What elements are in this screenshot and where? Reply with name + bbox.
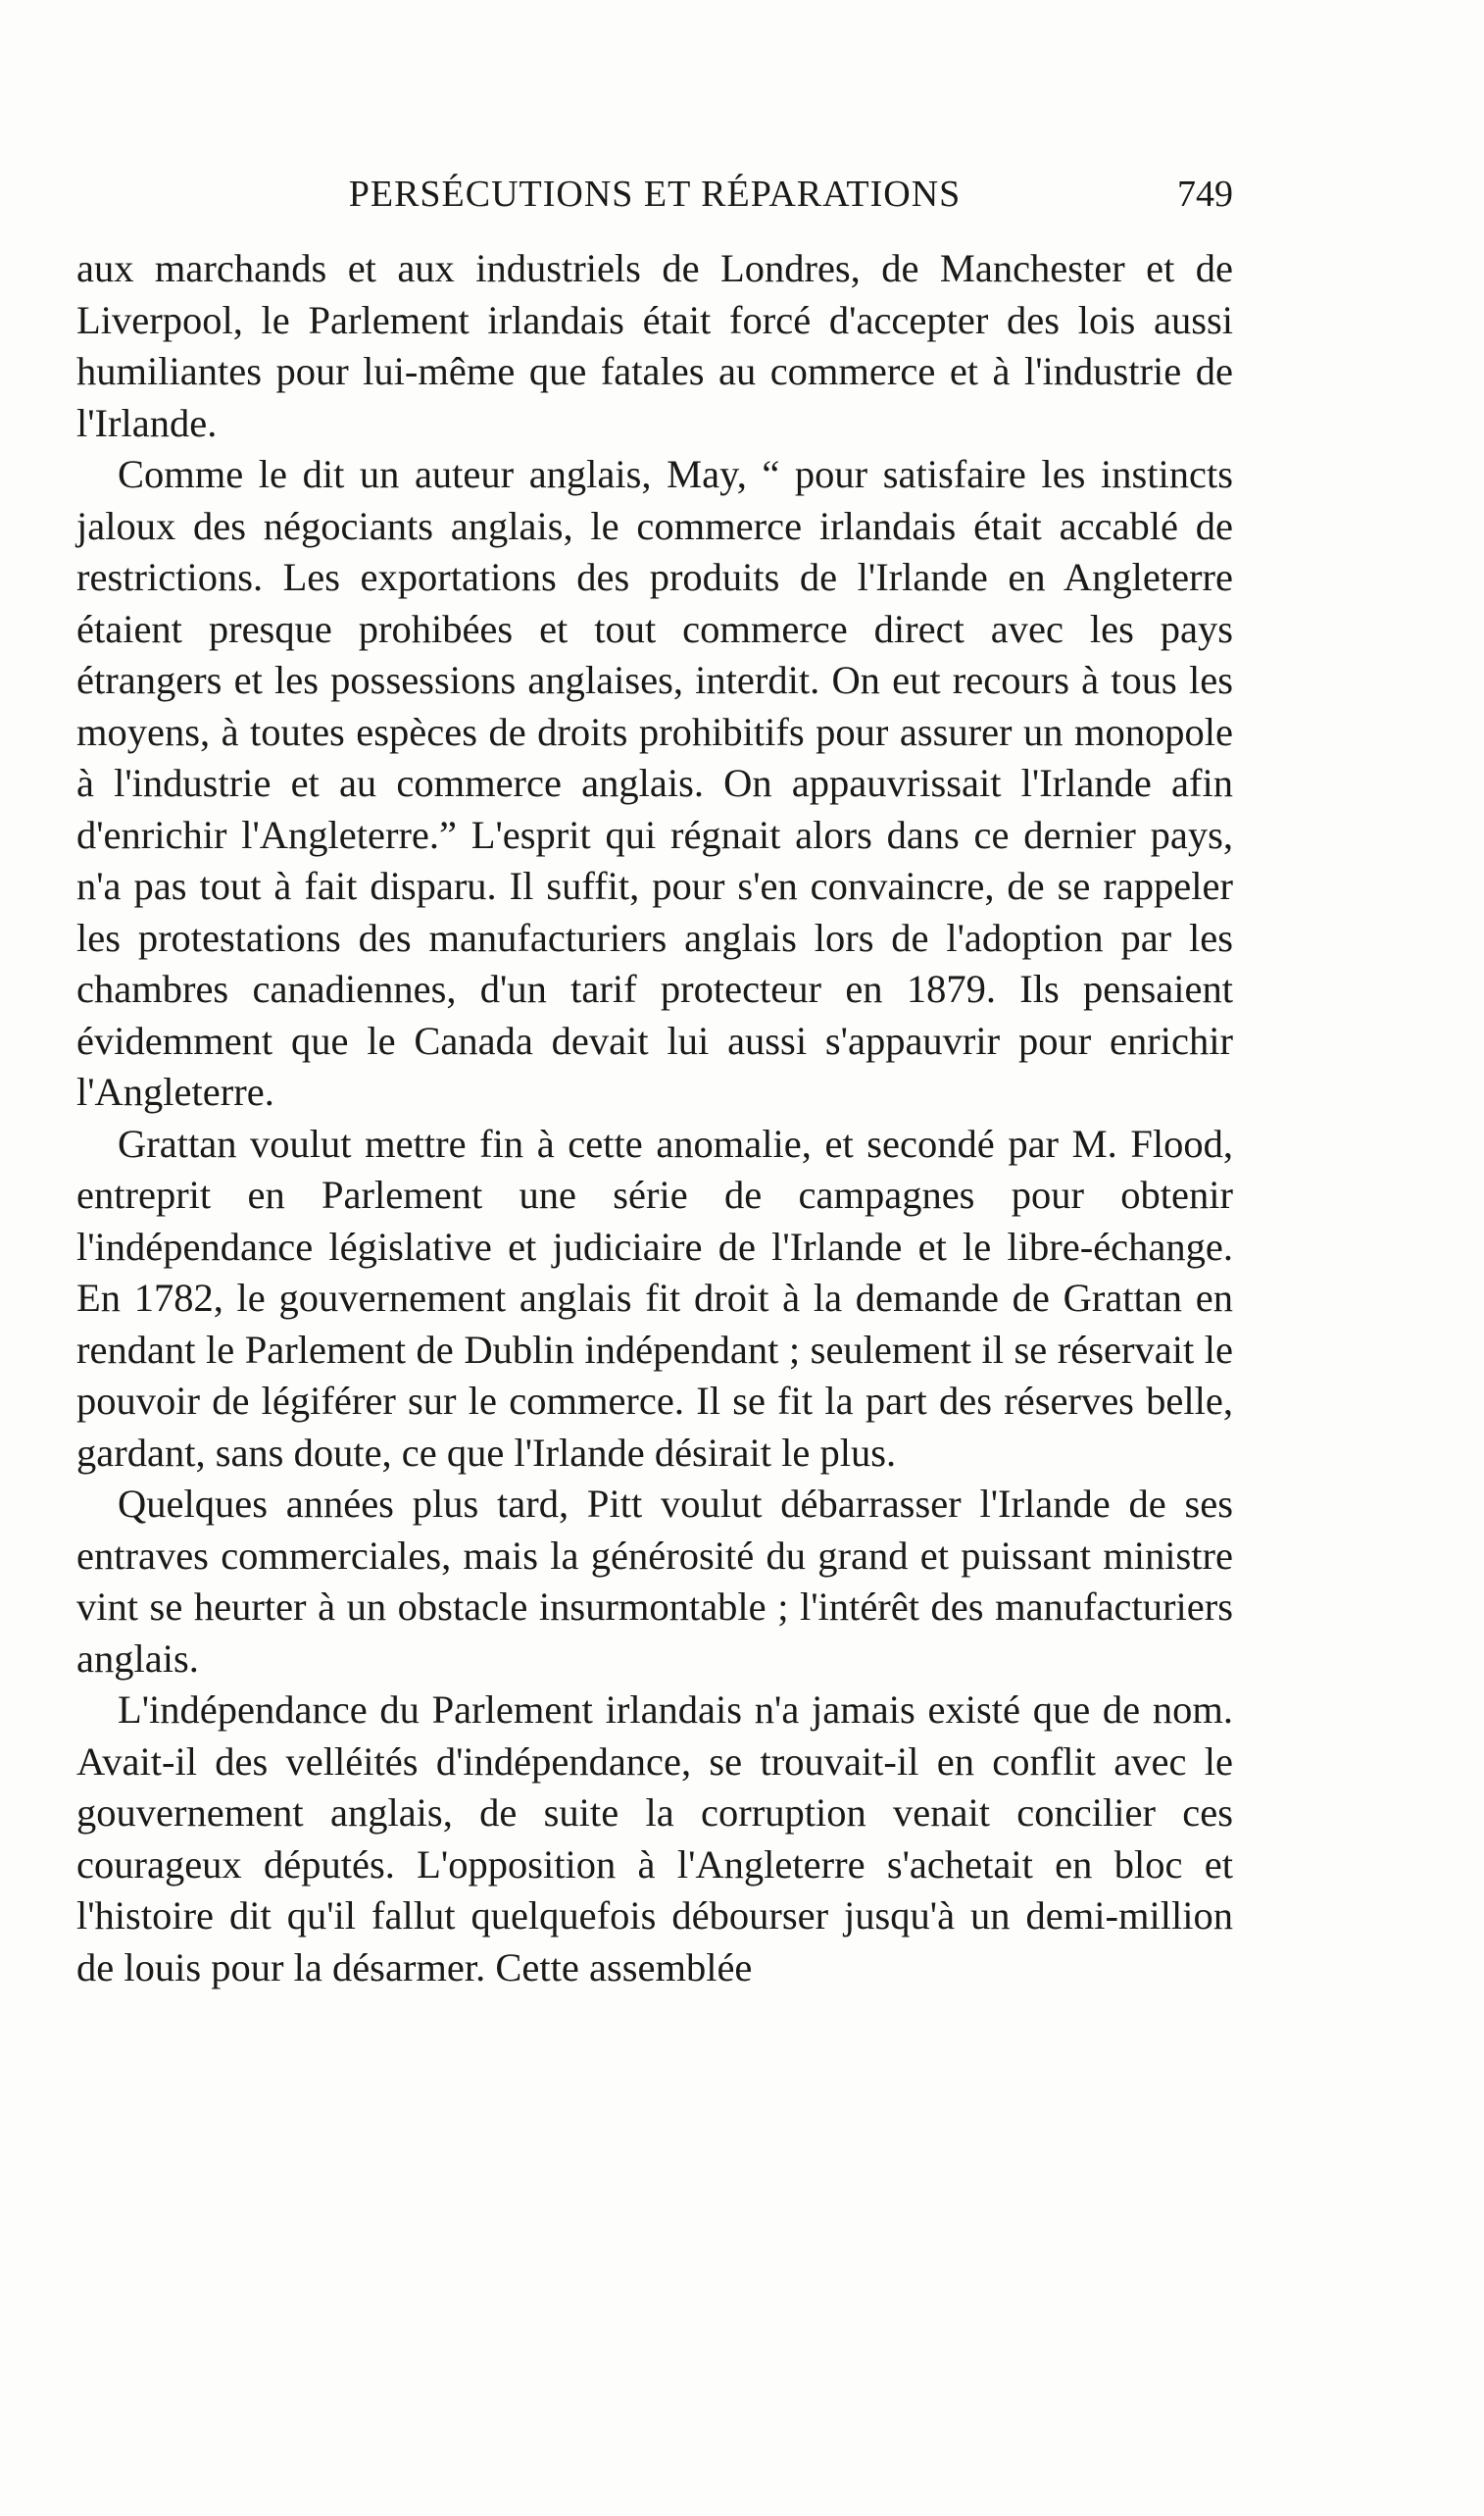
paragraph-1: aux marchands et aux industriels de Londres, de Manchester et de Liverpool, le Parlement irlandais était forcé d'accepter des lois aussi humiliantes pour lui-même que fatales au commerce et à l'industrie de l'Irlande. <box>76 246 1233 445</box>
body-text <box>76 243 1233 1993</box>
page-number: 749 <box>1177 174 1233 215</box>
paragraph-5: L'indépendance du Parlement irlandais n'a jamais existé que de nom. Avait-il des velléités d'indépendance, se trouvait-il en conflit avec le gouvernement anglais, de suite la corruption venait concilier ces courageux députés. L'opposition à l'Angleterre s'achetait en bloc et l'histoire dit qu'il fallut quelquefois débourser jusqu'à un demi-million de louis pour la désarmer. Cette assemblée <box>76 1687 1233 1989</box>
paragraph-3: Grattan voulut mettre fin à cette anomalie, et secondé par M. Flood, entreprit en Parlement une série de campagnes pour obtenir l'indépendance législative et judiciaire de l'Irlande et le libre-échange. En 1782, le gouvernement anglais fit droit à la demande de Grattan en rendant le Parlement de Dublin indépendant ; seulement il se réservait le pouvoir de légiférer sur le commerce. Il se fit la part des réserves belle, gardant, sans doute, ce que l'Irlande désirait le plus. <box>76 1121 1233 1475</box>
running-title: PERSÉCUTIONS ET RÉPARATIONS <box>348 174 962 215</box>
paragraph-2: Comme le dit un auteur anglais, May, “ pour satisfaire les instincts jaloux des négociants anglais, le commerce irlandais était accablé de restrictions. Les exportations des produits de l'Irlande en Angleterre étaient presque prohibées et tout commerce direct avec les pays étrangers et les possessions anglaises, interdit. On eut recours à tous les moyens, à toutes espèces de droits prohibitifs pour assurer un monopole à l'industrie et au commerce anglais. On appauvrissait l'Irlande afin d'enrichir l'Angleterre.” L'esprit qui régnait alors dans ce dernier pays, n'a pas tout à fait disparu. Il suffit, pour s'en convaincre, de se rappeler les protestations des manufacturiers anglais lors de l'adoption par les chambres canadiennes, d'un tarif protecteur en 1879. Ils pensaient évidemment que le Canada devait lui aussi s'appauvrir pour enrichir l'Angleterre. <box>76 452 1233 1114</box>
paragraph-4: Quelques années plus tard, Pitt voulut débarrasser l'Irlande de ses entraves commerciales, mais la générosité du grand et puissant ministre vint se heurter à un obstacle insurmontable ; l'intérêt des manufacturiers anglais. <box>76 1482 1233 1681</box>
running-head <box>76 173 1233 222</box>
